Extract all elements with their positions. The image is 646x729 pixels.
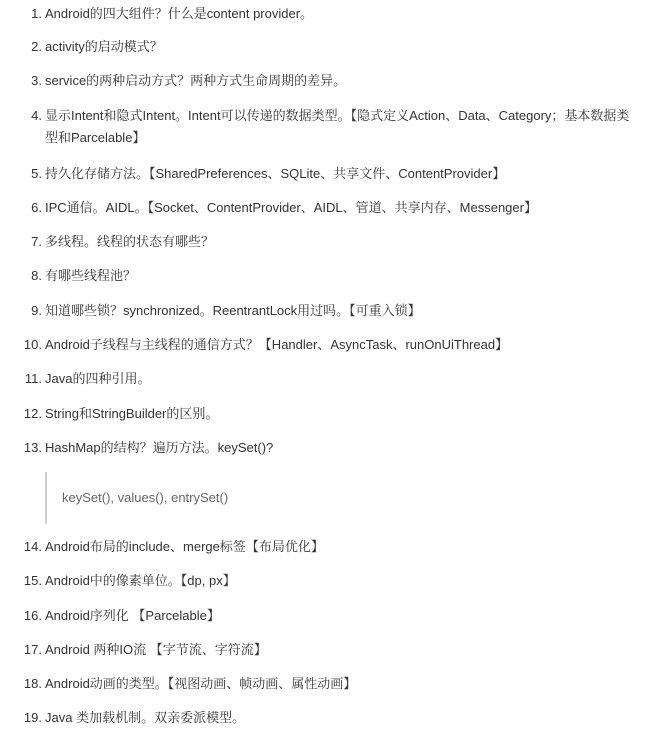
item-number: 8. [31, 268, 42, 283]
item-text: Java的四种引用。 [45, 371, 151, 386]
item-number: 2. [31, 39, 42, 54]
item-text: 有哪些线程池？ [45, 268, 137, 283]
item-text: 知道哪些锁？synchronized。ReentrantLock用过吗。【可重入锁】 [45, 303, 421, 318]
item-number: 14. [23, 539, 42, 554]
item-number: 17. [23, 642, 42, 657]
item-number: 1. [31, 6, 42, 21]
item-number: 7. [31, 234, 42, 249]
item-text: 多线程。线程的状态有哪些？ [45, 234, 215, 249]
item-number: 19. [23, 710, 42, 725]
item-text: Android 两种IO流 【字节流、字符流】 [45, 642, 267, 657]
item-text: IPC通信。AIDL。【Socket、ContentProvider、AIDL、管道、共享内存、Messenger】 [45, 200, 537, 215]
item-number: 5. [31, 166, 42, 181]
item-number: 4. [31, 108, 42, 123]
blockquote-text: keySet(), values(), entrySet() [62, 490, 229, 505]
item-text: HashMap的结构？遍历方法。keySet()? [45, 440, 274, 455]
item-number: 9. [31, 303, 42, 318]
item-text: activity的启动模式？ [45, 39, 163, 54]
item-number: 10. [23, 337, 42, 352]
item-text: String和StringBuilder的区别。 [45, 406, 219, 421]
item-text: Android子线程与主线程的通信方式？【Handler、AsyncTask、runOnUiThread】 [45, 337, 509, 352]
item-text: Android动画的类型。【视图动画、帧动画、属性动画】 [45, 676, 357, 691]
blockquote [45, 472, 347, 524]
item-number: 11. [24, 371, 42, 386]
item-text: service的两种启动方式？两种方式生命周期的差异。 [45, 73, 347, 88]
item-number: 16. [23, 608, 42, 623]
item-text: Android序列化 【Parcelable】 [45, 608, 220, 623]
item-text: 持久化存储方法。【SharedPreferences、SQLite、共享文件、ContentProvider】 [45, 166, 506, 181]
item-number: 6. [31, 200, 42, 215]
item-number: 12. [23, 406, 42, 421]
item-number: 18. [23, 676, 42, 691]
item-number: 13. [23, 440, 42, 455]
item-text: 显示Intent和隐式Intent。Intent可以传递的数据类型。【隐式定义Action、Data、Category；基本数据类型和Parcelable】 [45, 108, 630, 145]
item-number: 15. [23, 573, 42, 588]
item-text: Android布局的include、merge标签【布局优化】 [45, 539, 324, 554]
item-text: Java 类加载机制。双亲委派模型。 [45, 710, 246, 725]
item-text: Android中的像素单位。【dp, px】 [45, 573, 236, 588]
item-text: Android的四大组件？什么是content provider。 [45, 6, 314, 21]
item-number: 3. [31, 73, 42, 88]
